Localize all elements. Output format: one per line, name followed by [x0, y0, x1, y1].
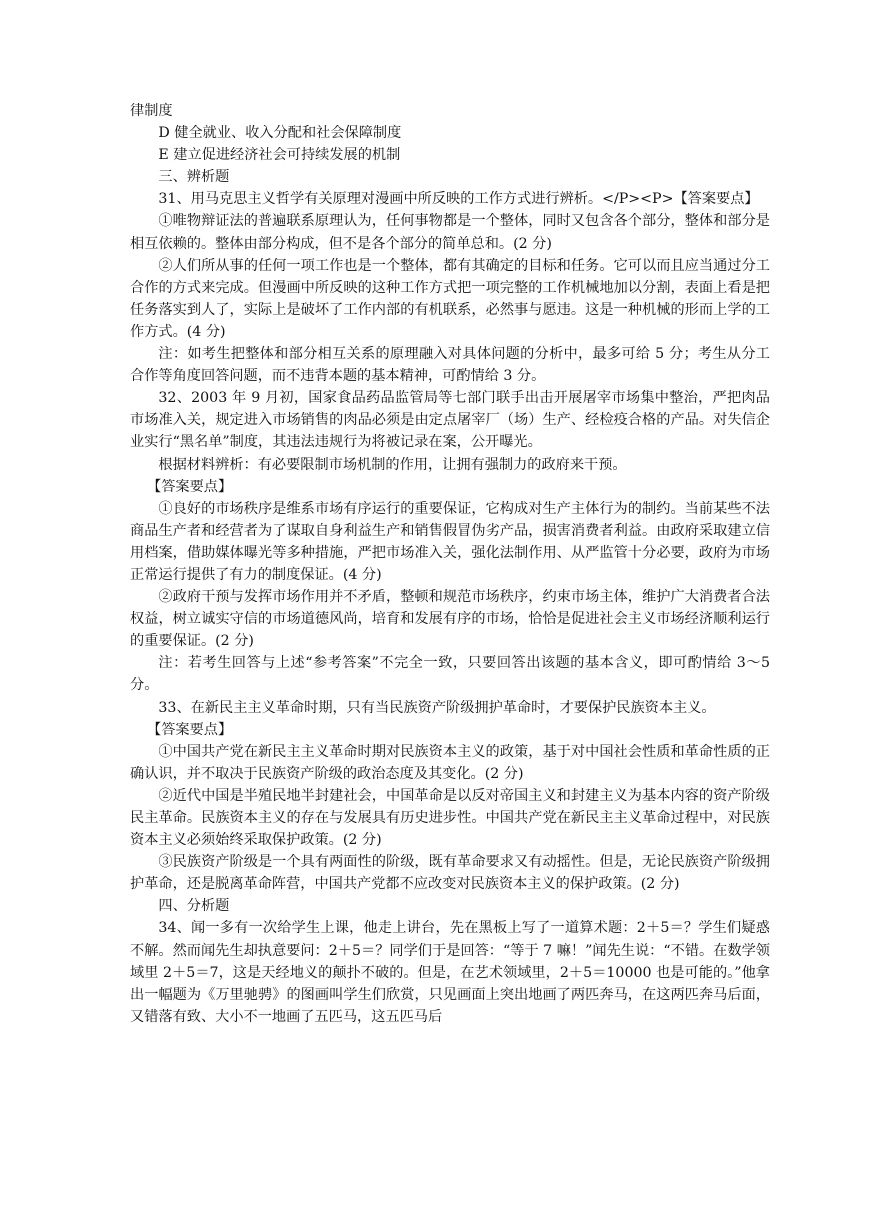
question-31: 31、用马克思主义哲学有关原理对漫画中所反映的工作方式进行辨析。</P><P>【答案要点】 — [158, 191, 759, 208]
answer-33-point-2: ②近代中国是半殖民地半封建社会，中国革命是以反对帝国主义和封建主义为基本内容的资产阶级民主革命。民族资本主义的存在与发展具有历史进步性。中国共产党在新民主主义革命过程中，对民族资本主义必须始终采取保护政策。(2 分) — [130, 787, 770, 849]
question-32-prompt: 根据材料辨析：有必要限制市场机制的作用，让拥有强制力的政府来干预。 — [158, 456, 627, 473]
answer-32-heading: 【答案要点】 — [147, 478, 233, 495]
answer-31-point-1: ①唯物辩证法的普遍联系原理认为，任何事物都是一个整体，同时又包含各个部分，整体和部分是相互依赖的。整体由部分构成，但不是各个部分的简单总和。(2 分) — [130, 213, 770, 252]
answer-33-point-1: ①中国共产党在新民主主义革命时期对民族资本主义的政策，基于对中国社会性质和革命性质的正确认识，并不取决于民族资产阶级的政治态度及其变化。(2 分) — [130, 743, 770, 782]
section-heading-analysis: 四、分析题 — [158, 898, 230, 915]
answer-33-heading: 【答案要点】 — [147, 721, 233, 738]
section-heading-discrimination: 三、辨析题 — [158, 169, 230, 186]
answer-32-note: 注：若考生回答与上述“参考答案”不完全一致，只要回答出该题的基本含义，即可酌情给 3～5 分。 — [130, 655, 770, 694]
answer-31-point-2: ②人们所从事的任何一项工作也是一个整体，都有其确定的目标和任务。它可以而且应当通过分工合作的方式来完成。但漫画中所反映的这种工作方式把一项完整的工作机械地加以分割，表面上看是把任务落实到人了，实际上是破坏了工作内部的有机联系，必然事与愿违。这是一种机械的形而上学的工作方式。(4 分) — [130, 257, 770, 340]
question-32: 32、2003 年 9 月初，国家食品药品监管局等七部门联手出击开展屠宰市场集中整治，严把肉品市场准入关，规定进入市场销售的肉品必须是由定点屠宰厂（场）生产、经检疫合格的产品。对失信企业实行“黑名单”制度，其违法违规行为将被记录在案，公开曝光。 — [130, 390, 770, 451]
question-33: 33、在新民主主义革命时期，只有当民族资产阶级拥护革命时，才要保护民族资本主义。 — [158, 699, 716, 716]
option-e: E 建立促进经济社会可持续发展的机制 — [158, 147, 401, 164]
answer-32-point-2: ②政府干预与发挥市场作用并不矛盾，整顿和规范市场秩序，约束市场主体，维护广大消费者合法权益，树立诚实守信的市场道德风尚，培育和发展有序的市场，恰恰是促进社会主义市场经济顺利运行的重要保证。(2 分) — [130, 589, 770, 650]
answer-32-point-1: ①良好的市场秩序是维系市场有序运行的重要保证，它构成对生产主体行为的制约。当前某些不法商品生产者和经营者为了谋取自身利益生产和销售假冒伪劣产品，损害消费者利益。由政府采取建立信用档案，借助媒体曝光等多种措施，严把市场准入关，强化法制作用、从严监管十分必要，政府为市场正常运行提供了有力的制度保证。(4 分) — [130, 500, 770, 583]
paragraph-continuation: 律制度 — [130, 103, 173, 119]
answer-31-note: 注：如考生把整体和部分相互关系的原理融入对具体问题的分析中，最多可给 5 分；考生从分工合作等角度回答问题，而不违背本题的基本精神，可酌情给 3 分。 — [130, 346, 770, 385]
option-d: D 健全就业、收入分配和社会保障制度 — [158, 125, 402, 142]
question-34: 34、闻一多有一次给学生上课，他走上讲台，先在黑板上写了一道算术题：2＋5＝？学生们疑惑不解。然而闻先生却执意要问：2＋5＝？同学们于是回答：“等于 7 嘛！”闻先生说：“不错。在数学领域里 2＋5＝7，这是天经地义的颠扑不破的。但是，在艺术领域里，2＋5＝10000 也是可能的。”他拿出一幅题为《万里驰骋》的图画叫学生们欣赏，只见画面上突出地画了两匹奔马，在这两匹奔马后面，又错落有致、大小不一地画了五匹马，这五匹马后 — [130, 920, 770, 1025]
answer-33-point-3: ③民族资产阶级是一个具有两面性的阶级，既有革命要求又有动摇性。但是，无论民族资产阶级拥护革命，还是脱离革命阵营，中国共产党都不应改变对民族资本主义的保护政策。(2 分) — [130, 854, 770, 893]
document-page — [130, 100, 770, 1028]
